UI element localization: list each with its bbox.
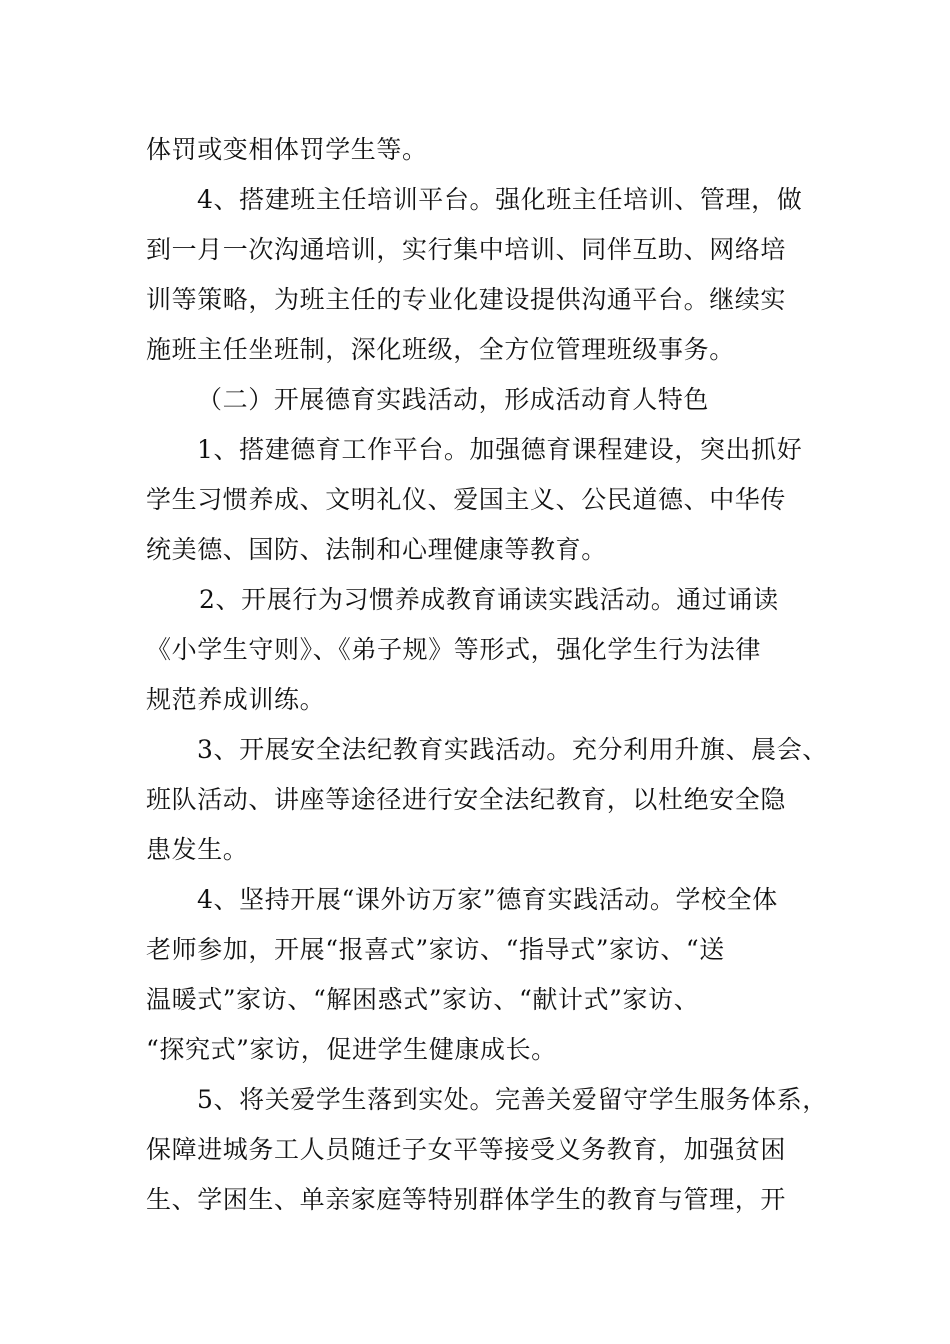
text-line: 老师参加，开展“报喜式”家访、“指导式”家访、“送 bbox=[146, 935, 725, 964]
text-line: 班队活动、讲座等途径进行安全法纪教育，以杜绝安全隐 bbox=[146, 785, 787, 814]
text-line: “探究式”家访，促进学生健康成长。 bbox=[146, 1035, 557, 1064]
text-line: 训等策略，为班主任的专业化建设提供沟通平台。继续实 bbox=[146, 285, 787, 314]
text-line: 到一月一次沟通培训，实行集中培训、同伴互助、网络培 bbox=[146, 235, 787, 264]
section-heading: （二）开展德育实践活动，形成活动育人特色 bbox=[197, 385, 710, 414]
text-line: 患发生。 bbox=[146, 835, 249, 864]
text-line: 3、开展安全法纪教育实践活动。充分利用升旗、晨会、 bbox=[197, 735, 828, 764]
text-line: 学生习惯养成、文明礼仪、爱国主义、公民道德、中华传 bbox=[146, 485, 787, 514]
text-line: 施班主任坐班制，深化班级，全方位管理班级事务。 bbox=[146, 335, 735, 364]
text-line: 1、搭建德育工作平台。加强德育课程建设，突出抓好 bbox=[197, 435, 803, 464]
text-line: 4、坚持开展“课外访万家”德育实践活动。学校全体 bbox=[197, 885, 778, 914]
text-line: 5、将关爱学生落到实处。完善关爱留守学生服务体系， bbox=[197, 1085, 828, 1114]
text-line: 统美德、国防、法制和心理健康等教育。 bbox=[146, 535, 607, 564]
text-line: 生、学困生、单亲家庭等特别群体学生的教育与管理，开 bbox=[146, 1185, 787, 1214]
text-line: 4、搭建班主任培训平台。强化班主任培训、管理，做 bbox=[197, 185, 803, 214]
text-line: 体罚或变相体罚学生等。 bbox=[146, 135, 428, 164]
text-line: 《小学生守则》、《弟子规》等形式，强化学生行为法律 bbox=[146, 635, 762, 664]
text-line: 保障进城务工人员随迁子女平等接受义务教育，加强贫困 bbox=[146, 1135, 787, 1164]
text-line: 2、开展行为习惯养成教育诵读实践活动。通过诵读 bbox=[199, 585, 779, 614]
text-line: 规范养成训练。 bbox=[146, 685, 326, 714]
text-line: 温暖式”家访、“解困惑式”家访、“献计式”家访、 bbox=[146, 985, 700, 1014]
